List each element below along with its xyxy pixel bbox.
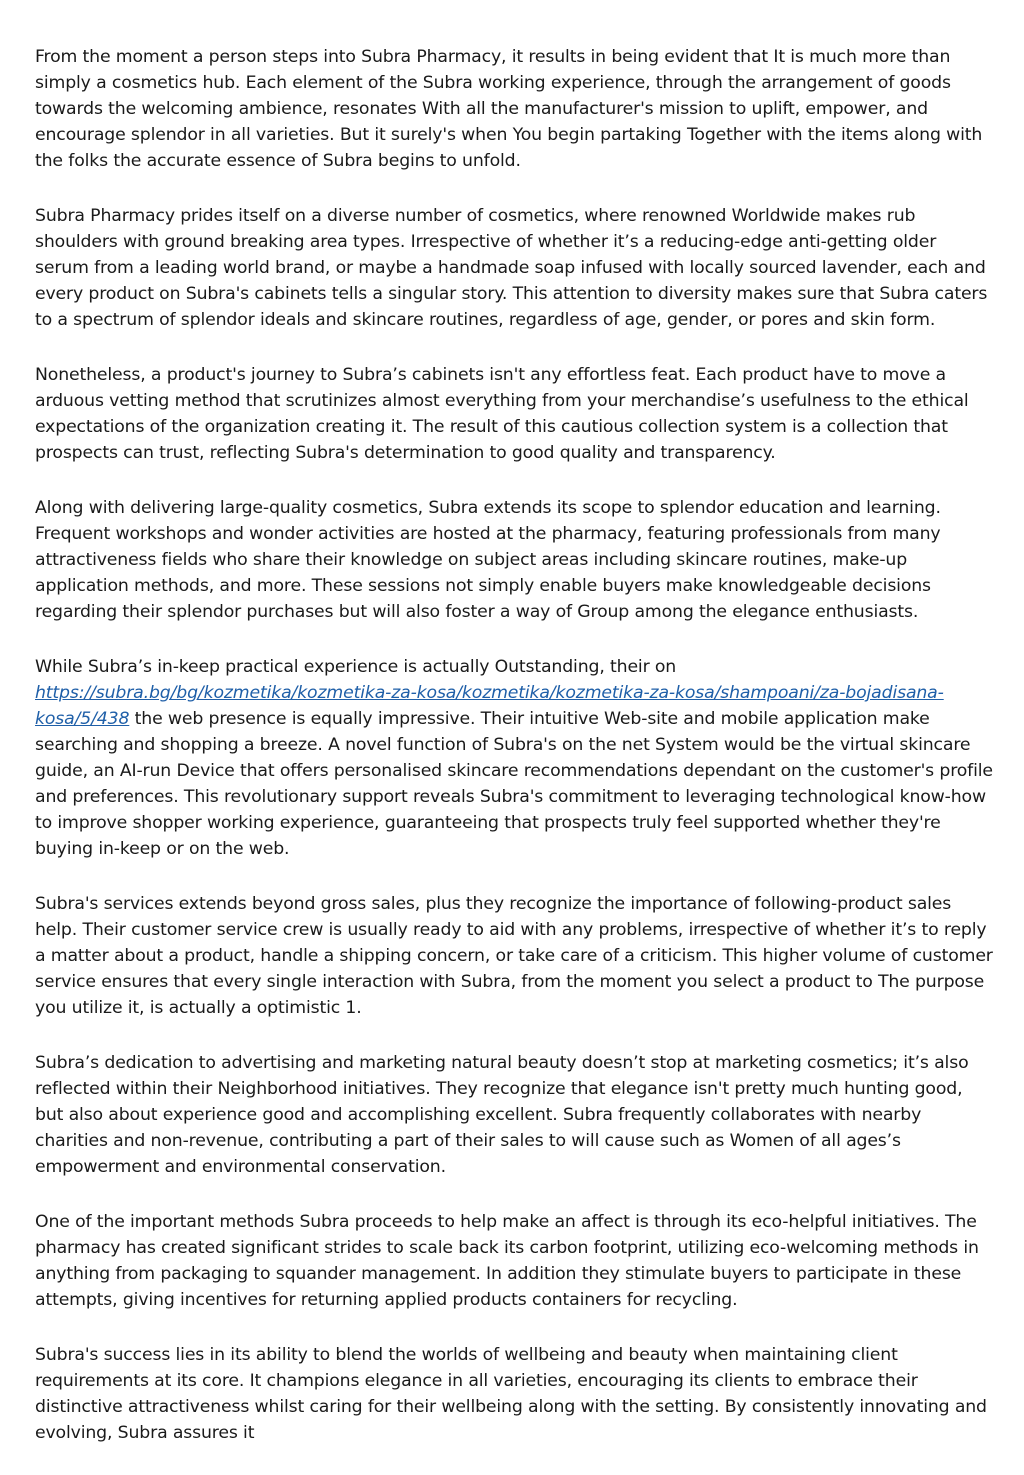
- paragraph-product-diversity: Subra Pharmacy prides itself on a diverse number of cosmetics, where renowned Worldwide makes rub shoulders with ground breaking area types. Irrespective of whether it’s a reducing-edge anti-getting older serum from a leading world brand, or maybe a handmade soap infused with locally sourced lavender, each and every product on Subra's cabinets tells a singular story. This attention to diversity makes sure that Subra caters to a spectrum of splendor ideals and skincare routines, regardless of age, gender, or pores and skin form.: [35, 206, 988, 330]
- paragraph-education: Along with delivering large-quality cosmetics, Subra extends its scope to splendor education and learning. Frequent workshops and wonder activities are hosted at the pharmacy, featuring professionals from many attractiveness fields who share their knowledge on subject areas including skincare routines, make-up application methods, and more. These sessions not simply enable buyers make knowledgeable decisions regarding their splendor purchases but will also foster a way of Group among the elegance enthusiasts.: [35, 498, 941, 622]
- paragraph-customer-service: Subra's services extends beyond gross sales, plus they recognize the importance of following-product sales help. Their customer service crew is usually ready to aid with any problems, irrespective of whether it’s to reply a matter about a product, handle a shipping concern, or take care of a criticism. This higher volume of customer service ensures that every single interaction with Subra, from the moment you select a product to The purpose you utilize it, is actually a optimistic 1.: [35, 894, 993, 1018]
- paragraph-online-presence: [35, 654, 995, 862]
- link-paragraph-after: the web presence is equally impressive. Their intuitive Web-site and mobile application make searching and shopping a breeze. A novel function of Subra's on the net System would be the virtual skincare guide, an AI-run Device that offers personalised skincare recommendations dependant on the customer's profile and preferences. This revolutionary support reveals Subra's commitment to leveraging technological know-how to improve shopper working experience, guaranteeing that prospects truly feel supported whether they're buying in-keep or on the web.: [35, 709, 993, 859]
- paragraph-intro: From the moment a person steps into Subra Pharmacy, it results in being evident that It is much more than simply a cosmetics hub. Each element of the Subra working experience, through the arrangement of goods towards the welcoming ambience, resonates With all the manufacturer's mission to uplift, empower, and encourage splendor in all varieties. But it surely's when You begin partaking Together with the items along with the folks the accurate essence of Subra begins to unfold.: [35, 47, 983, 171]
- paragraph-success: Subra's success lies in its ability to blend the worlds of wellbeing and beauty when maintaining client requirements at its core. It champions elegance in all varieties, encouraging its clients to embrace their distinctive attractiveness whilst caring for their wellbeing along with the setting. By consistently innovating and evolving, Subra assures it: [35, 1345, 987, 1443]
- link-paragraph-before: While Subra’s in-keep practical experience is actually Outstanding, their on: [35, 657, 677, 677]
- subra-product-link[interactable]: https://subra.bg/bg/kozmetika/kozmetika-za-kosa/kozmetika/kozmetika-za-kosa/shampoani/za-bojadisana-kosa/5/438: [35, 683, 944, 729]
- document-body: [35, 44, 995, 1475]
- paragraph-eco: One of the important methods Subra proceeds to help make an affect is through its eco-helpful initiatives. The pharmacy has created significant strides to scale back its carbon footprint, utilizing eco-welcoming methods in anything from packaging to squander management. In addition they stimulate buyers to participate in these attempts, giving incentives for returning applied products containers for recycling.: [35, 1212, 979, 1310]
- paragraph-vetting: Nonetheless, a product's journey to Subra’s cabinets isn't any effortless feat. Each product have to move a arduous vetting method that scrutinizes almost everything from your merchandise’s usefulness to the ethical expectations of the organization creating it. The result of this cautious collection system is a collection that prospects can trust, reflecting Subra's determination to good quality and transparency.: [35, 365, 969, 463]
- paragraph-community: Subra’s dedication to advertising and marketing natural beauty doesn’t stop at marketing cosmetics; it’s also reflected within their Neighborhood initiatives. They recognize that elegance isn't pretty much hunting good, but also about experience good and accomplishing excellent. Subra frequently collaborates with nearby charities and non-revenue, contributing a part of their sales to will cause such as Women of all ages’s empowerment and environmental conservation.: [35, 1053, 969, 1177]
